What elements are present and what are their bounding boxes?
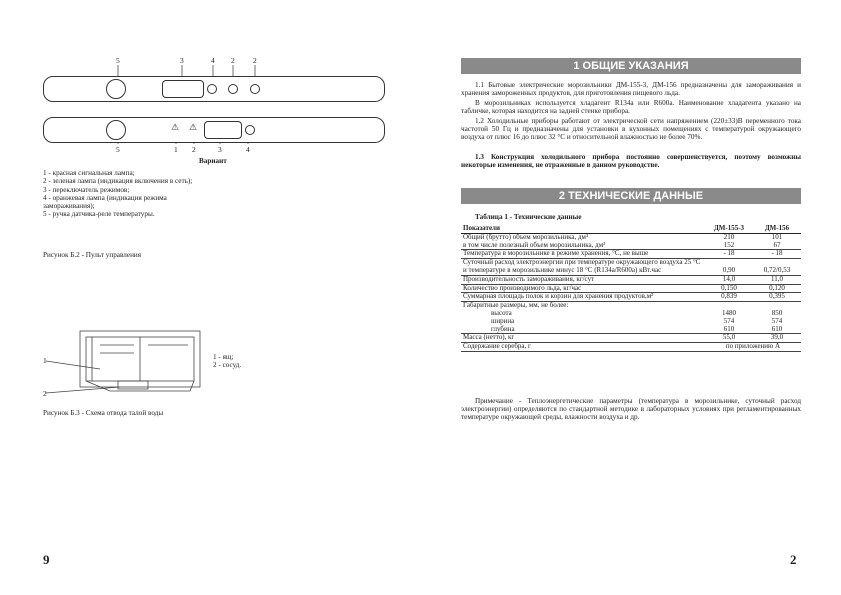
table-cell: ширина <box>491 316 515 325</box>
table-cell: глубина <box>461 326 705 334</box>
panel-bottom-number: 1 <box>174 145 178 154</box>
table-cell: 610 <box>753 326 801 334</box>
drawing-legend-item: 2 - сосуд. <box>213 361 242 370</box>
legend-item: 5 - ручка датчика-реле температуры. <box>43 210 155 219</box>
table-cell: Содержание серебра, г <box>461 343 705 352</box>
drawing-label: 2 <box>43 389 47 398</box>
table-cell: 39,0 <box>753 334 801 343</box>
table-cell: Производительность замораживания, кг/сут <box>461 275 705 284</box>
panel-top-number: 3 <box>180 56 184 65</box>
thermostat-knob-icon <box>106 120 126 140</box>
red-lamp-icon: ⚠ <box>171 122 180 132</box>
drainage-drawing <box>40 325 220 405</box>
table-cell: 610 <box>705 326 753 334</box>
legend-item: 2 - зеленая лампа (индикация включения в сеть); <box>43 177 193 186</box>
orange-lamp-icon <box>245 125 255 135</box>
panel-top-number: 5 <box>116 56 120 65</box>
table-cell: 55,0 <box>705 334 753 343</box>
table-header-cell: ДМ-155-3 <box>705 225 753 233</box>
table-cell: 0,395 <box>753 293 801 302</box>
table-cell: 574 <box>723 316 735 325</box>
table-cell: - 18 <box>753 250 801 259</box>
table-cell: Температура в морозильнике в режиме хранения, °С, не выше <box>461 250 705 259</box>
panel-bottom-number: 3 <box>218 145 222 154</box>
table-title: Таблица 1 - Технические данные <box>475 213 582 221</box>
section-title: 2 ТЕХНИЧЕСКИЕ ДАННЫЕ <box>461 188 801 204</box>
table-header-cell: Показатели <box>461 225 705 233</box>
paragraph: 1.3 Конструкция холодильного прибора постоянно совершенствуется, поэтому возможны некоторые изменения, не отраженные в данном руководстве. <box>461 153 801 170</box>
panel-bottom-number: 4 <box>246 145 250 154</box>
table-cell: Общий (брутто) объем морозильника, дм³ <box>463 232 589 241</box>
red-lamp-icon <box>250 84 260 94</box>
panel-top-number: 2 <box>231 56 235 65</box>
table-cell: 101 <box>771 232 783 241</box>
table-cell: 210 <box>723 232 735 241</box>
table-cell: 0,72/0,53 <box>753 259 801 276</box>
table-row <box>461 259 801 276</box>
drawing-label: 1 <box>43 356 47 365</box>
control-panel-top <box>43 76 385 102</box>
drawing-legend-item: 1 - ящ; <box>213 353 234 361</box>
table-cell: 0,90 <box>705 259 753 276</box>
panel-top-number: 4 <box>211 56 215 65</box>
table-cell: 14,0 <box>705 275 753 284</box>
table-cell: 0,150 <box>705 284 753 293</box>
table-row <box>461 343 801 352</box>
spec-table <box>461 225 801 352</box>
figure-caption: Рисунок Б.3 - Схема отвода талой воды <box>43 409 164 417</box>
orange-lamp-icon <box>207 84 217 94</box>
legend-item: 4 - оранжевая лампа (индикация режима замораживания); <box>43 193 167 211</box>
table-cell: - 18 <box>705 250 753 259</box>
table-row <box>461 302 801 310</box>
table-cell: высота <box>491 308 512 317</box>
legend-item: 1 - красная сигнальная лампа; <box>43 169 135 177</box>
panel-bottom-number: 5 <box>116 145 120 154</box>
paragraph: 1.2 Холодильные приборы работают от электрической сети напряжением (220±33)В переменного тока частотой 50 Гц и предназначены для установки в кухонных помещениях с температурой окружающего воздуха от плюс 16 до плюс 32 °С и относительной влажностью не более 70%. <box>461 117 801 142</box>
table-cell: 11,0 <box>753 275 801 284</box>
drawing-legend <box>213 353 241 370</box>
table-cell: Суточный расход электроэнергии при температуре окружающего воздуха 25 °С и температуре в морозильнике минус 18 °С (R134a/R600a) кВт.час <box>461 259 705 276</box>
thermostat-knob-icon <box>106 79 126 99</box>
table-cell: Количество производимого льда, кг/час <box>461 284 705 293</box>
figure-caption: Рисунок Б.2 - Пульт управления <box>43 251 142 259</box>
table-cell: Габаритные размеры, мм, не более: <box>463 301 569 310</box>
panel-top-number: 2 <box>253 56 257 65</box>
table-cell: 67 <box>753 242 801 250</box>
control-panel-bottom <box>43 117 385 143</box>
paragraph: 1.1 Бытовые электрические морозильники ДМ-155-3, ДМ-156 предназначены для замораживания и хранения замороженных продуктов, для приготовления пищевого льда. <box>461 81 801 98</box>
mode-switch-window <box>162 80 204 98</box>
mode-switch-window <box>204 121 242 139</box>
table-cell: по приложению А <box>705 343 801 352</box>
legend-item: 3 - переключатель режимов; <box>43 185 130 194</box>
table-cell: 152 <box>705 242 753 250</box>
panel-legend <box>43 169 213 219</box>
green-lamp-icon <box>228 84 238 94</box>
green-lamp-icon: ⚠ <box>189 122 198 132</box>
panel-bottom-number: 2 <box>192 145 196 154</box>
table-row <box>461 275 801 284</box>
table-cell: Суммарная площадь полок и корзин для хранения продуктов,м² <box>461 293 705 302</box>
table-header-cell: ДМ-156 <box>753 225 801 233</box>
page-number: 2 <box>790 552 797 567</box>
table-note: Примечание - Теплоэнергетические параметры (температура в морозильнике, суточный расход электроэнергии) определяются по стандартной методике в лабораторных условиях при регламентированных температуре окружающей среды, влажности воздуха и др. <box>461 397 801 422</box>
table-cell: 850 <box>771 308 783 317</box>
panel-variant-label: Вариант <box>199 157 227 165</box>
table-cell: 574 <box>771 316 783 325</box>
table-cell: в том числе полезный объем морозильника, дм³ <box>461 242 705 250</box>
table-cell: 0,120 <box>753 284 801 293</box>
paragraph: В морозильниках используется хладагент R134a или R600a. Наименование хладагента указано на табличке, которая находится на задней стенке прибора. <box>461 99 801 116</box>
table-cell: 1480 <box>722 308 736 317</box>
table-cell: Масса (нетто), кг <box>461 334 705 343</box>
page-number: 9 <box>43 552 50 567</box>
section-title: 1 ОБЩИЕ УКАЗАНИЯ <box>461 58 801 74</box>
table-cell: 0,839 <box>705 293 753 302</box>
